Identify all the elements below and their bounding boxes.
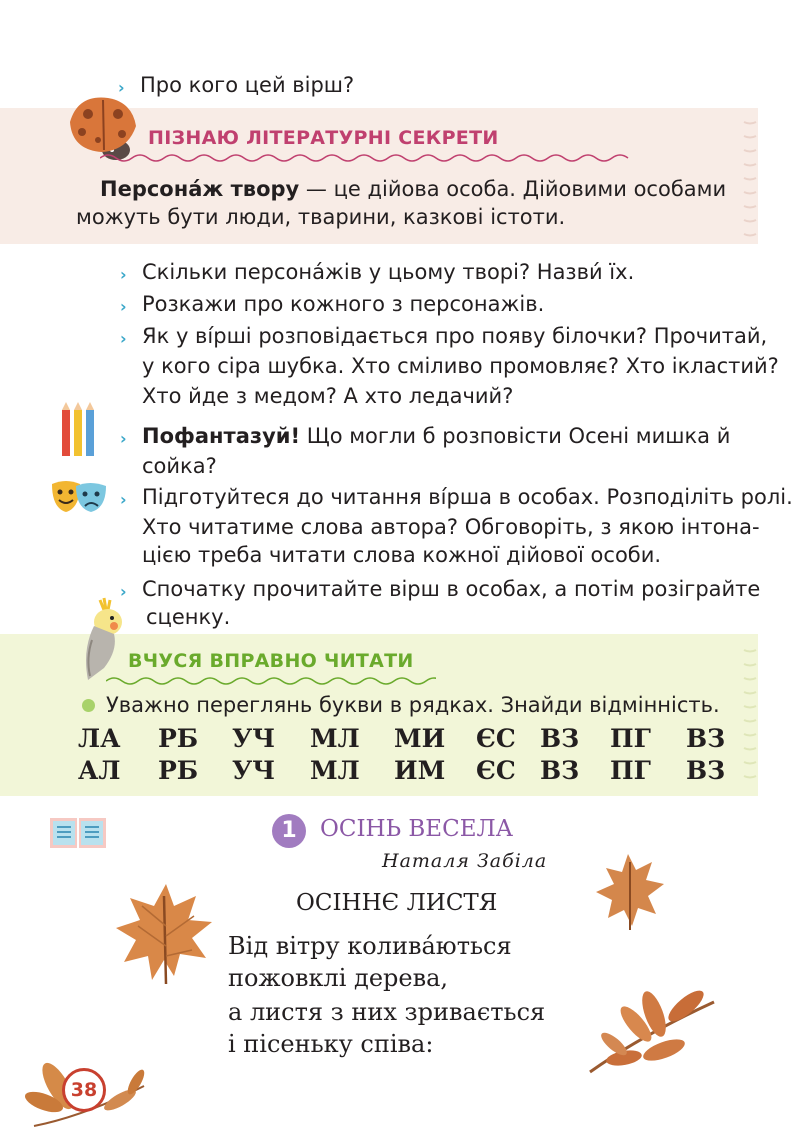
question-5-line-1: Підготуйтеся до читання ві́рша в особах. Розподіліть ролі. — [142, 485, 793, 509]
letter-pair: ВЗ — [540, 724, 580, 753]
autumn-leaf-icon — [584, 984, 724, 1084]
wavy-underline — [100, 152, 630, 164]
bullet-arrow-icon: › — [120, 582, 127, 601]
poem-author: Наталя Забіла — [382, 850, 548, 872]
parrot-icon — [74, 596, 134, 684]
letter-pair: МИ — [394, 724, 446, 753]
poem-section-title: ОСІНЬ ВЕСЕЛА — [320, 816, 514, 842]
letter-pair: МЛ — [310, 756, 360, 785]
bullet-arrow-icon: › — [120, 429, 127, 448]
intro-question: Про кого цей вірш? — [140, 73, 355, 97]
question-4-line-2: сойка? — [142, 454, 217, 478]
autumn-leaf-icon — [594, 848, 668, 932]
letter-pair: ЛА — [78, 724, 121, 753]
letter-pair: ИМ — [394, 756, 446, 785]
literary-secrets-title: ПІЗНАЮ ЛІТЕРАТУРНІ СЕКРЕТИ — [148, 127, 499, 149]
bullet-arrow-icon: › — [118, 78, 125, 97]
letter-pair: РБ — [158, 756, 199, 785]
question-5-line-3: цією треба читати слова кожної дійової особи. — [142, 543, 662, 567]
letter-pair: ВЗ — [540, 756, 580, 785]
definition-line-2: можуть бути люди, тварини, казкові істоти. — [76, 205, 566, 229]
letter-pair: ЄС — [476, 756, 516, 785]
question-1: Скільки персона́жів у цьому творі? Назви́ їх. — [142, 260, 635, 284]
torn-edge-decoration — [740, 644, 762, 792]
letter-pair: РБ — [158, 724, 199, 753]
open-book-icon — [50, 816, 106, 850]
letter-pair: МЛ — [310, 724, 360, 753]
letter-pair: ПГ — [610, 756, 651, 785]
theater-masks-icon — [50, 478, 108, 514]
page-number-badge: 38 — [62, 1068, 106, 1112]
question-2: Розкажи про кожного з персонажів. — [142, 292, 545, 316]
question-6-line-2: сценку. — [146, 605, 231, 629]
reading-skills-title: ВЧУСЯ ВПРАВНО ЧИТАТИ — [128, 650, 414, 672]
poem-line: Від вітру колива́ються — [228, 932, 512, 960]
question-3-line-2: у кого сіра шубка. Хто сміливо промовляє? Хто ікластий? — [142, 354, 779, 378]
question-5-line-2: Хто читатиме слова автора? Обговоріть, з якою інтона- — [142, 515, 760, 539]
torn-edge-decoration — [740, 116, 762, 248]
definition-line-1: Персона́ж твору — це дійова особа. Дійовими особами — [100, 177, 727, 201]
reading-instruction: Уважно переглянь букви в рядках. Знайди відмінність. — [106, 693, 720, 717]
letter-pair: ПГ — [610, 724, 651, 753]
bullet-dot-icon — [82, 699, 95, 712]
definition-term: Персона́ж твору — [100, 177, 300, 201]
poem-line: і пісеньку співа: — [228, 1030, 434, 1058]
question-3-line-1: Як у ві́рші розповідається про появу білочки? Прочитай, — [142, 324, 768, 348]
question-4-line-1: Пофантазуй! Що могли б розповісти Осені мишка й — [142, 424, 731, 448]
poem-title: ОСІННЄ ЛИСТЯ — [296, 890, 498, 916]
letter-pair: ЄС — [476, 724, 516, 753]
autumn-leaf-icon — [108, 876, 224, 992]
fantasize-label: Пофантазуй! — [142, 424, 301, 448]
bullet-arrow-icon: › — [120, 329, 127, 348]
letter-pair: ВЗ — [686, 756, 726, 785]
letter-pair: УЧ — [232, 724, 276, 753]
bullet-arrow-icon: › — [120, 490, 127, 509]
letter-pair: АЛ — [78, 756, 121, 785]
letter-pair: ВЗ — [686, 724, 726, 753]
poem-line: а листя з них зривається — [228, 998, 546, 1026]
poem-line: пожовклі дерева, — [228, 964, 449, 992]
bullet-arrow-icon: › — [120, 265, 127, 284]
question-3-line-3: Хто йде з медом? А хто ледачий? — [142, 384, 514, 408]
letter-pair: УЧ — [232, 756, 276, 785]
pencils-icon — [58, 402, 98, 458]
poem-number-badge: 1 — [272, 814, 306, 848]
question-6-line-1: Спочатку прочитайте вірш в особах, а потім розіграйте — [142, 577, 761, 601]
bullet-arrow-icon: › — [120, 297, 127, 316]
wavy-underline — [106, 675, 436, 687]
